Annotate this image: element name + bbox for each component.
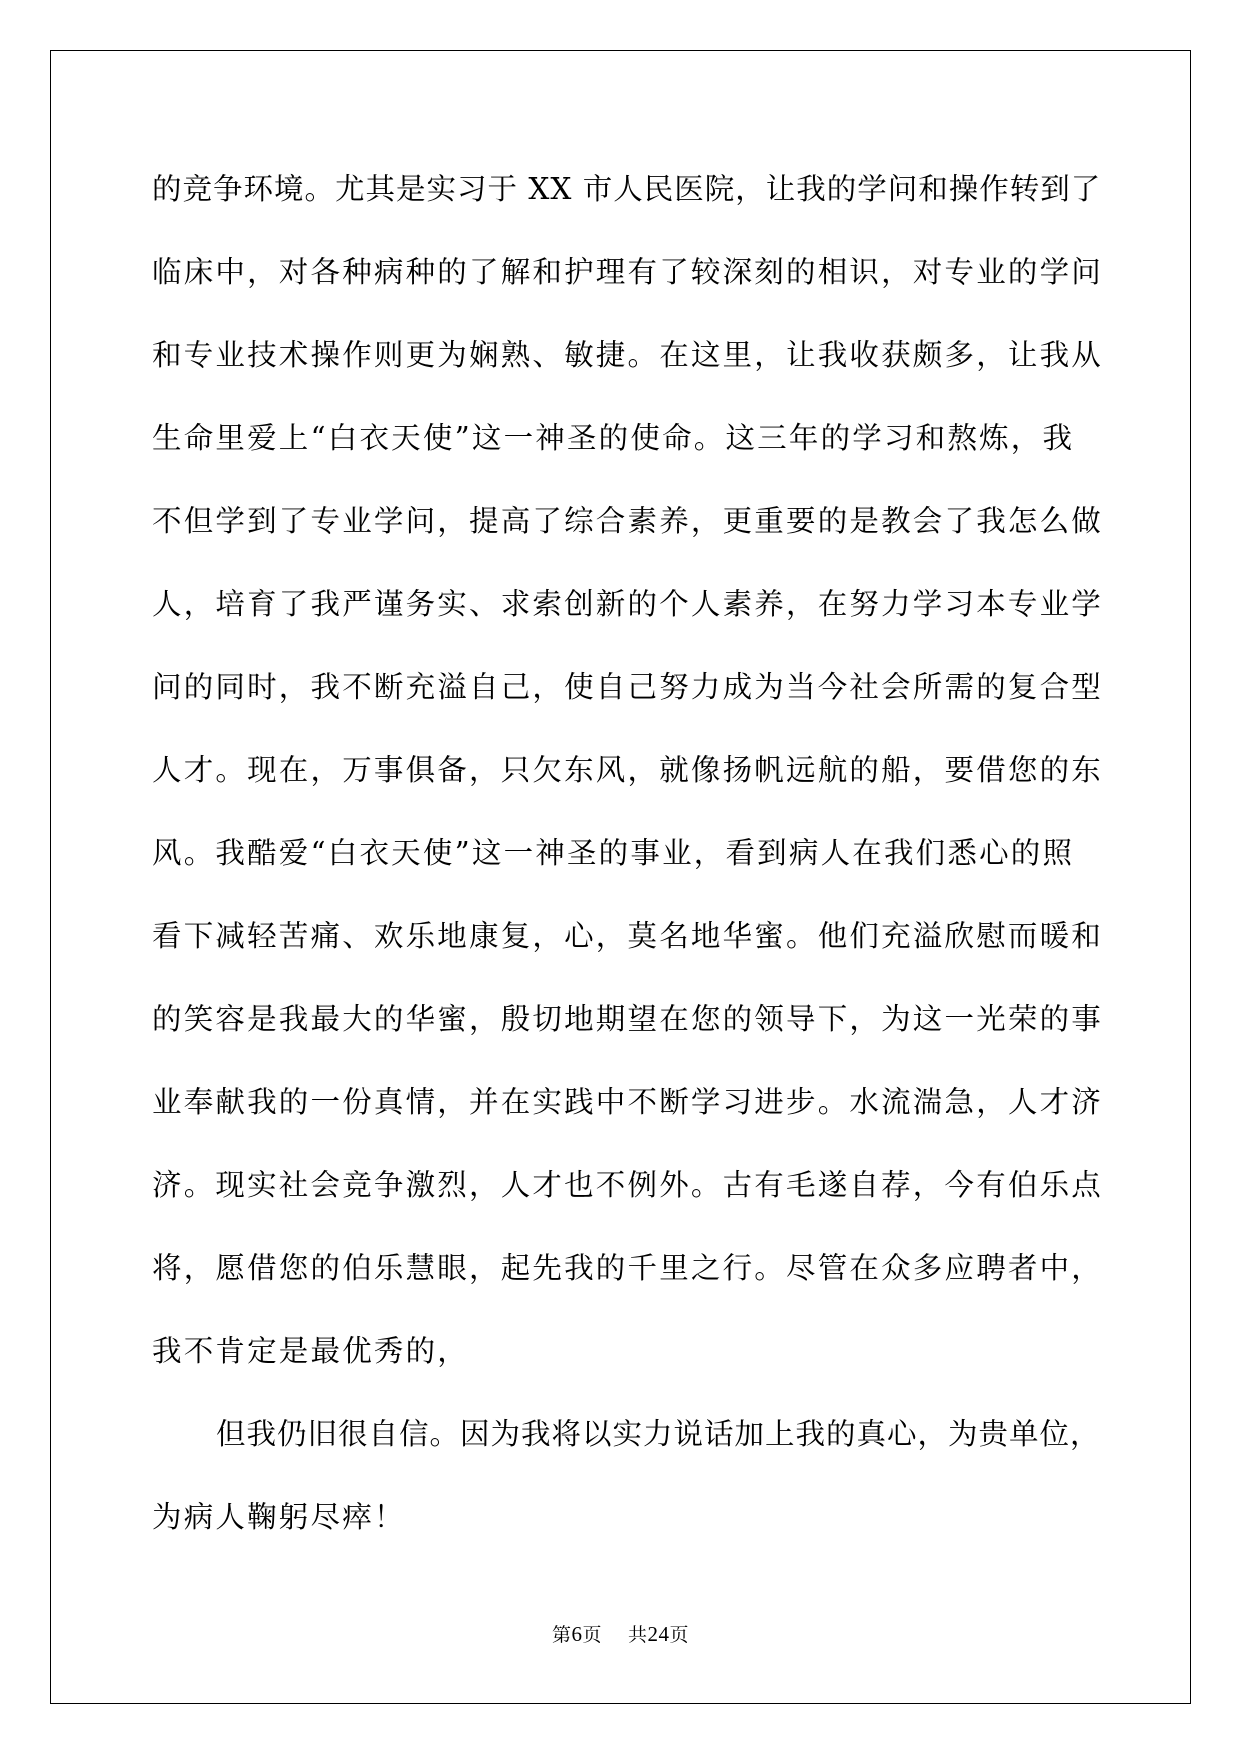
document-body [152,148,1102,1559]
text-line: 业奉献我的一份真情，并在实践中不断学习进步。水流湍急，人才济 [152,1085,1104,1119]
total-pages: 24 [647,1622,670,1646]
text-line: 临床中，对各种病种的了解和护理有了较深刻的相识，对专业的学问 [152,255,1104,289]
text-line: 人，培育了我严谨务实、求索创新的个人素养，在努力学习本专业学 [152,587,1104,621]
text-line: 济。现实社会竞争激烈，人才也不例外。古有毛遂自荐，今有伯乐点 [152,1168,1104,1202]
text-line: 风。我酷爱“白衣天使”这一神圣的事业，看到病人在我们悉心的照 [152,836,1075,870]
text-line: 和专业技术操作则更为娴熟、敏捷。在这里，让我收获颇多，让我从 [152,338,1104,372]
page-suffix: 页 [582,1624,602,1646]
text-line: 我不肯定是最优秀的， [152,1334,470,1368]
page-prefix: 第 [551,1624,572,1646]
text-line: 生命里爱上“白衣天使”这一神圣的使命。这三年的学习和熬炼，我 [152,421,1075,455]
paragraph-first-line: 但我仍旧很自信。因为我将以实力说话加上我的真心，为贵单位， [216,1417,1101,1451]
text-line: 问的同时，我不断充溢自己，使自己努力成为当今社会所需的复合型 [152,670,1104,704]
page-number: 6 [571,1622,583,1646]
text-line: 的竞争环境。尤其是实习于 XX 市人民医院，让我的学问和操作转到了 [152,172,1102,206]
page-footer [0,1620,1241,1647]
text-line: 不但学到了专业学问，提高了综合素养，更重要的是教会了我怎么做 [152,504,1104,538]
text-line: 看下减轻苦痛、欢乐地康复，心，莫名地华蜜。他们充溢欣慰而暖和 [152,919,1104,953]
text-line: 将，愿借您的伯乐慧眼，起先我的千里之行。尽管在众多应聘者中， [152,1251,1104,1285]
total-suffix: 页 [669,1624,690,1646]
total-prefix: 共 [628,1624,648,1646]
text-line: 人才。现在，万事俱备，只欠东风，就像扬帆远航的船，要借您的东 [152,753,1104,787]
text-line: 为病人鞠躬尽瘁！ [152,1500,406,1534]
text-line: 的笑容是我最大的华蜜，殷切地期望在您的领导下，为这一光荣的事 [152,1002,1104,1036]
